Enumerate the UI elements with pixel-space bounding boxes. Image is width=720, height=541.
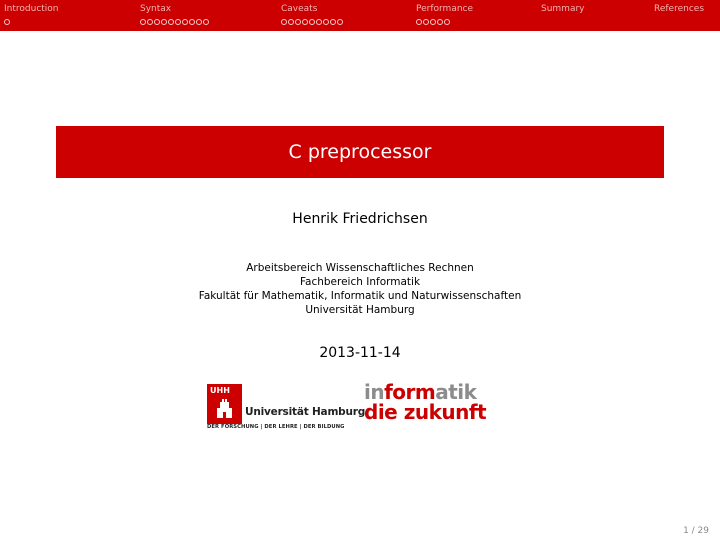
slide-dot-icon[interactable] (330, 19, 336, 25)
slide-dot-icon[interactable] (309, 19, 315, 25)
nav-section-syntax[interactable] (140, 3, 209, 25)
uhh-tagline: DER FORSCHUNG | DER LEHRE | DER BILDUNG (207, 424, 345, 430)
navigation-bar (0, 0, 720, 31)
slide-dot-icon[interactable] (189, 19, 195, 25)
affiliation-line: Fachbereich Informatik (299, 276, 421, 288)
slide-dot-icon[interactable] (316, 19, 322, 25)
slide-dot-icon[interactable] (203, 19, 209, 25)
slide-title: C preprocessor (288, 141, 432, 163)
slide-dots (4, 19, 59, 25)
affiliation-line: Fakultät für Mathematik, Informatik und Naturwissenschaften (198, 290, 522, 302)
nav-label[interactable]: References (654, 4, 705, 14)
slide-dot-icon[interactable] (4, 19, 10, 25)
nav-label[interactable]: Summary (541, 4, 585, 14)
nav-section-performance[interactable] (416, 3, 473, 25)
slide-dot-icon[interactable] (423, 19, 429, 25)
informatik-logo-line1: informatik (364, 380, 477, 404)
slide-dot-icon[interactable] (288, 19, 294, 25)
slide-dots (281, 19, 343, 25)
slide-dot-icon[interactable] (337, 19, 343, 25)
affiliation-block (0, 261, 720, 317)
slide-dot-icon[interactable] (430, 19, 436, 25)
uhh-name: Universität Hamburg (245, 406, 366, 418)
nav-section-caveats[interactable] (281, 3, 343, 25)
slide-dot-icon[interactable] (161, 19, 167, 25)
slide-dot-icon[interactable] (140, 19, 146, 25)
slide-dots (416, 19, 473, 25)
nav-label[interactable]: Caveats (281, 4, 318, 14)
slide-dots (140, 19, 209, 25)
presentation-date: 2013-11-14 (319, 345, 401, 361)
nav-label[interactable]: Performance (416, 4, 474, 14)
nav-label[interactable]: Introduction (4, 4, 59, 14)
affiliation-line: Arbeitsbereich Wissenschaftliches Rechnen (246, 262, 474, 274)
slide-dot-icon[interactable] (302, 19, 308, 25)
slide-dot-icon[interactable] (416, 19, 422, 25)
uhh-logo (207, 384, 366, 434)
nav-label[interactable]: Syntax (140, 4, 172, 14)
slide-dot-icon[interactable] (295, 19, 301, 25)
slide-dot-icon[interactable] (147, 19, 153, 25)
nav-section-references[interactable] (654, 3, 704, 15)
slide-dot-icon[interactable] (437, 19, 443, 25)
slide-dot-icon[interactable] (196, 19, 202, 25)
castle-icon (207, 384, 242, 424)
affiliation-line: Universität Hamburg (305, 304, 415, 316)
slide-dot-icon[interactable] (323, 19, 329, 25)
nav-section-introduction[interactable] (4, 3, 59, 25)
slide-dot-icon[interactable] (154, 19, 160, 25)
informatik-logo-line2: die zukunft (364, 400, 487, 424)
informatik-logo (364, 380, 514, 424)
slide-dot-icon[interactable] (182, 19, 188, 25)
uhh-mark-icon: UHH (207, 384, 242, 424)
slide-dot-icon[interactable] (444, 19, 450, 25)
nav-section-summary[interactable] (541, 3, 585, 15)
slide-dot-icon[interactable] (281, 19, 287, 25)
slide-dot-icon[interactable] (175, 19, 181, 25)
author-name: Henrik Friedrichsen (292, 211, 428, 227)
title-banner (56, 126, 664, 178)
page-number: 1 / 29 (683, 526, 709, 536)
slide-dot-icon[interactable] (168, 19, 174, 25)
